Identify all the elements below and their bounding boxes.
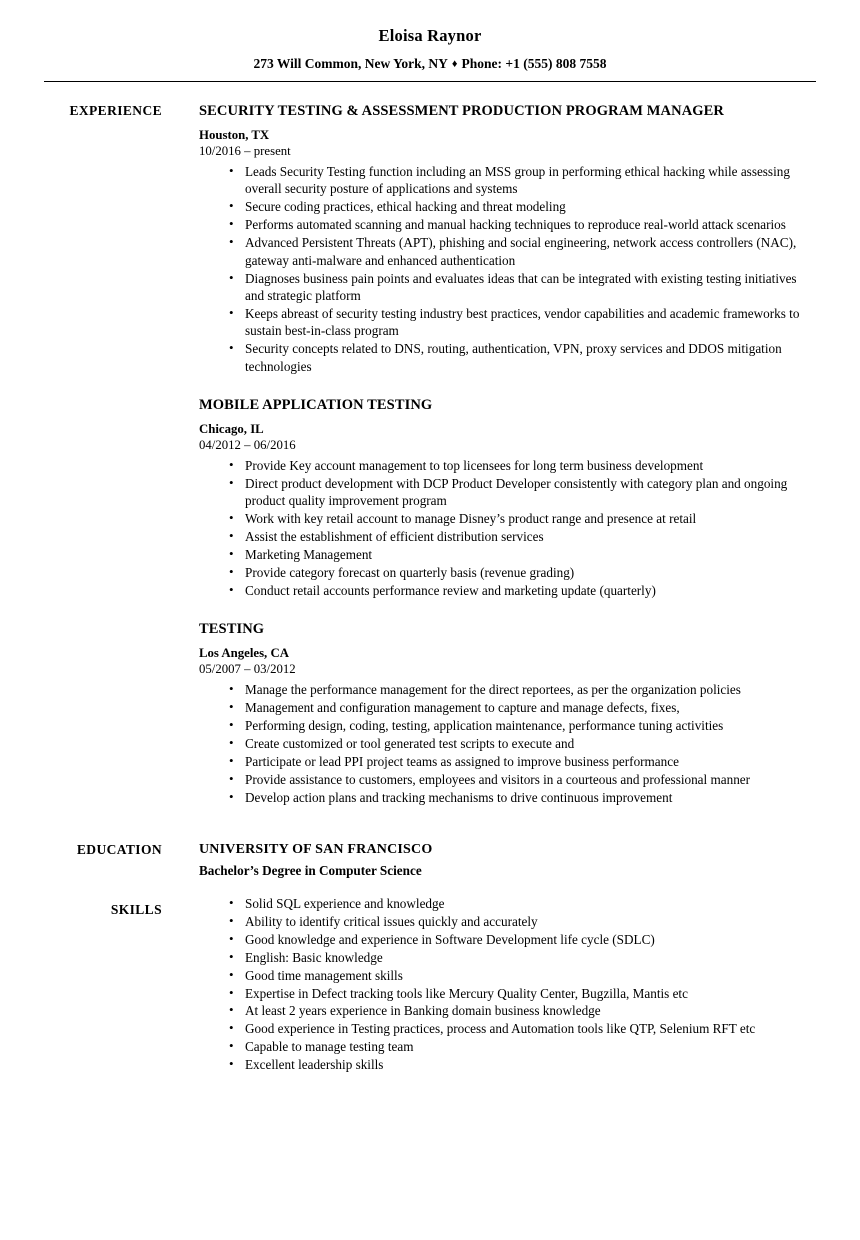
job-location: Chicago, IL: [199, 422, 264, 437]
experience-entry: [199, 103, 816, 375]
job-location: Houston, TX: [199, 128, 270, 142]
list-item: • Good time management skills: [229, 967, 816, 984]
skills-bullet-list: [199, 895, 816, 1074]
list-item: • Management and configuration management to capture and manage defects, fixes,: [229, 699, 816, 716]
job-title: MOBILE APPLICATION TESTING: [199, 397, 433, 414]
experience-entry: [199, 397, 816, 599]
list-item: • Performing design, coding, testing, application maintenance, performance tuning activities: [229, 717, 816, 734]
list-item: • Solid SQL experience and knowledge: [229, 895, 816, 912]
list-item: • Expertise in Defect tracking tools like Mercury Quality Center, Bugzilla, Mantis etc: [229, 985, 816, 1002]
job-bullet-list: [199, 457, 816, 599]
experience-entries: [162, 94, 816, 807]
skills-entries: [162, 893, 816, 1074]
list-item: • Ability to identify critical issues quickly and accurately: [229, 913, 816, 930]
list-item: • Manage the performance management for the direct reportees, as per the organization policies: [229, 681, 816, 698]
list-item: • Create customized or tool generated test scripts to execute and: [229, 735, 816, 752]
list-item: • Provide assistance to customers, employees and visitors in a courteous and professional manner: [229, 771, 816, 788]
diamond-separator-icon: ♦: [451, 58, 458, 70]
skills-section-label: SKILLS: [110, 901, 162, 917]
job-title: SECURITY TESTING & ASSESSMENT PRODUCTION PROGRAM MANAGER: [199, 103, 724, 119]
list-item: • Assist the establishment of efficient distribution services: [229, 528, 816, 545]
experience-section-label: EXPERIENCE: [69, 103, 162, 118]
job-bullet-list: [199, 681, 816, 806]
contact-address: 273 Will Common, New York, NY: [253, 56, 448, 71]
education-school: UNIVERSITY OF SAN FRANCISCO: [199, 841, 433, 857]
list-item: • Conduct retail accounts performance review and marketing update (quarterly): [229, 582, 816, 599]
job-dates: 05/2007 – 03/2012: [199, 662, 296, 677]
list-item: • Provide category forecast on quarterly basis (revenue grading): [229, 564, 816, 581]
list-item: • Leads Security Testing function including an MSS group in performing ethical hacking while assessing overall security posture of applications and systems: [229, 163, 816, 198]
job-title: TESTING: [199, 621, 265, 638]
list-item: • At least 2 years experience in Banking domain business knowledge: [229, 1002, 816, 1019]
list-item: • Performs automated scanning and manual hacking techniques to reproduce real-world attack scenarios: [229, 216, 816, 233]
list-item: • Work with key retail account to manage Disney’s product range and presence at retail: [229, 510, 816, 527]
list-item: • Advanced Persistent Threats (APT), phishing and social engineering, network access controllers (NAC), gateway anti-malware and enhanced authentication: [229, 234, 816, 269]
list-item: • Excellent leadership skills: [229, 1056, 816, 1073]
list-item: • Marketing Management: [229, 546, 816, 563]
job-dates: 10/2016 – present: [199, 144, 291, 158]
job-location: Los Angeles, CA: [199, 646, 289, 661]
list-item: • Provide Key account management to top licensees for long term business development: [229, 457, 816, 474]
list-item: • Capable to manage testing team: [229, 1038, 816, 1055]
education-section: [44, 833, 816, 879]
contact-phone: Phone: +1 (555) 808 7558: [461, 56, 607, 71]
list-item: • Security concepts related to DNS, routing, authentication, VPN, proxy services and DDOS mitigation technologies: [229, 340, 816, 375]
experience-entry: [199, 621, 816, 806]
list-item: • Secure coding practices, ethical hacking and threat modeling: [229, 198, 816, 215]
list-item: • English: Basic knowledge: [229, 949, 816, 966]
list-item: • Keeps abreast of security testing industry best practices, vendor capabilities and academic frameworks to sustain best-in-class program: [229, 305, 816, 340]
list-item: • Participate or lead PPI project teams as assigned to improve business performance: [229, 753, 816, 770]
skills-section: [44, 893, 816, 1074]
job-bullet-list: [199, 163, 816, 375]
list-item: • Good knowledge and experience in Software Development life cycle (SDLC): [229, 931, 816, 948]
list-item: • Develop action plans and tracking mechanisms to drive continuous improvement: [229, 789, 816, 806]
education-entries: [162, 833, 816, 879]
resume-header: [44, 26, 816, 82]
candidate-name: Eloisa Raynor: [378, 26, 482, 45]
education-section-label: EDUCATION: [76, 841, 162, 857]
list-item: • Diagnoses business pain points and evaluates ideas that can be integrated with existing testing initiatives and strategic platform: [229, 270, 816, 305]
header-divider: [44, 81, 816, 82]
list-item: • Good experience in Testing practices, process and Automation tools like QTP, Selenium RFT etc: [229, 1020, 816, 1037]
education-degree: Bachelor’s Degree in Computer Science: [199, 862, 422, 878]
contact-line: [44, 56, 816, 72]
list-item: • Direct product development with DCP Product Developer consistently with category plan and ongoing product quality improvement program: [229, 475, 816, 510]
job-dates: 04/2012 – 06/2016: [199, 438, 296, 453]
experience-section: [44, 94, 816, 807]
